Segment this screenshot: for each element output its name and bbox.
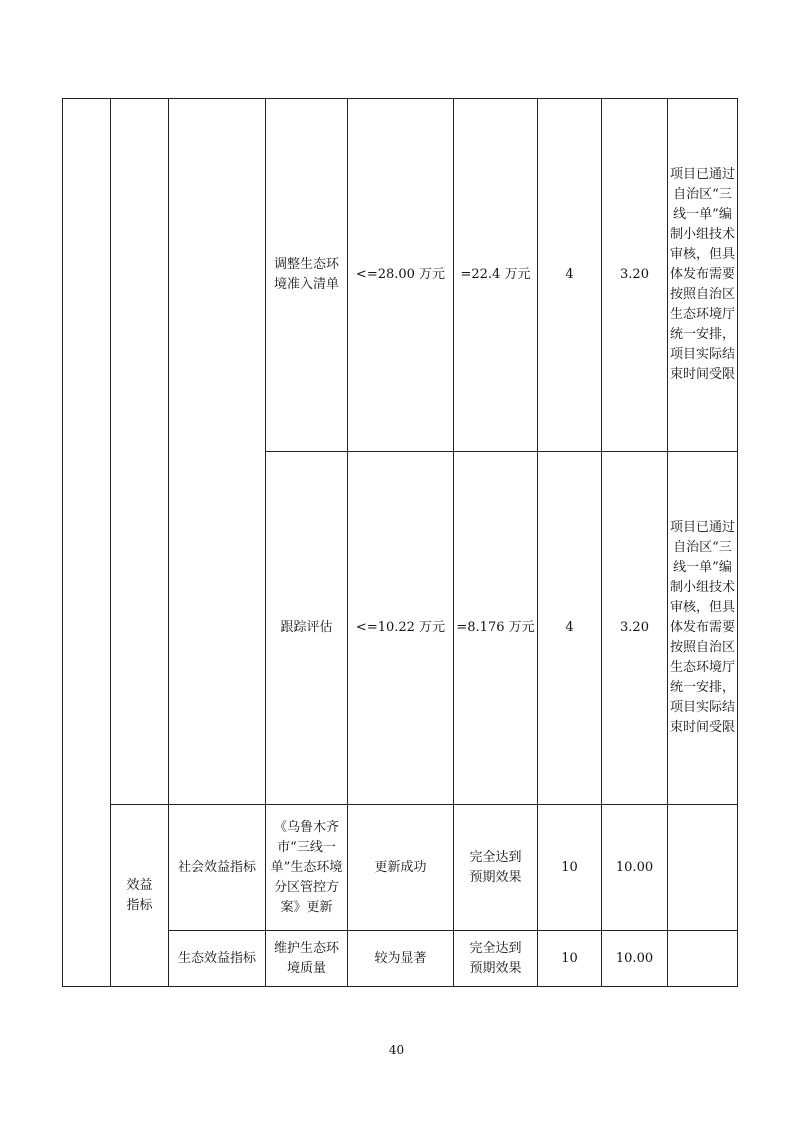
- level2-cell: [111, 99, 169, 805]
- actual-cell: 完全达到预期效果: [454, 805, 538, 931]
- score-cell: 10.00: [602, 931, 668, 987]
- item-cell: 跟踪评估: [266, 452, 348, 805]
- note-cell: [668, 805, 738, 931]
- performance-table: [62, 98, 738, 987]
- score-cell: 10.00: [602, 805, 668, 931]
- item-cell: 维护生态环境质量: [266, 931, 348, 987]
- subcategory-cell: 生态效益指标: [169, 931, 266, 987]
- note-cell: 项目已通过自治区“三线一单”编制小组技术审核，但具体发布需要按照自治区生态环境厅统一安排，项目实际结束时间受限: [668, 99, 738, 452]
- page-number: 40: [388, 1043, 405, 1057]
- target-cell: <=28.00 万元: [348, 99, 454, 452]
- item-cell: 《乌鲁木齐市“三线一单”生态环境分区管控方案》更新: [266, 805, 348, 931]
- weight-cell: 10: [538, 931, 602, 987]
- actual-cell: 完全达到预期效果: [454, 931, 538, 987]
- item-cell: 调整生态环境准入清单: [266, 99, 348, 452]
- subcategory-cell: 社会效益指标: [169, 805, 266, 931]
- level3-cell: [169, 99, 266, 805]
- actual-cell: =8.176 万元: [454, 452, 538, 805]
- level1-cell: [63, 99, 111, 987]
- note-cell: [668, 931, 738, 987]
- score-cell: 3.20: [602, 452, 668, 805]
- target-cell: 较为显著: [348, 931, 454, 987]
- target-cell: <=10.22 万元: [348, 452, 454, 805]
- target-cell: 更新成功: [348, 805, 454, 931]
- table-row: [63, 805, 738, 931]
- actual-cell: =22.4 万元: [454, 99, 538, 452]
- score-cell: 3.20: [602, 99, 668, 452]
- weight-cell: 10: [538, 805, 602, 931]
- table-row: [63, 99, 738, 452]
- weight-cell: 4: [538, 452, 602, 805]
- note-cell: 项目已通过自治区“三线一单”编制小组技术审核，但具体发布需要按照自治区生态环境厅统一安排，项目实际结束时间受限: [668, 452, 738, 805]
- benefit-category-cell: 效益指标: [111, 805, 169, 987]
- weight-cell: 4: [538, 99, 602, 452]
